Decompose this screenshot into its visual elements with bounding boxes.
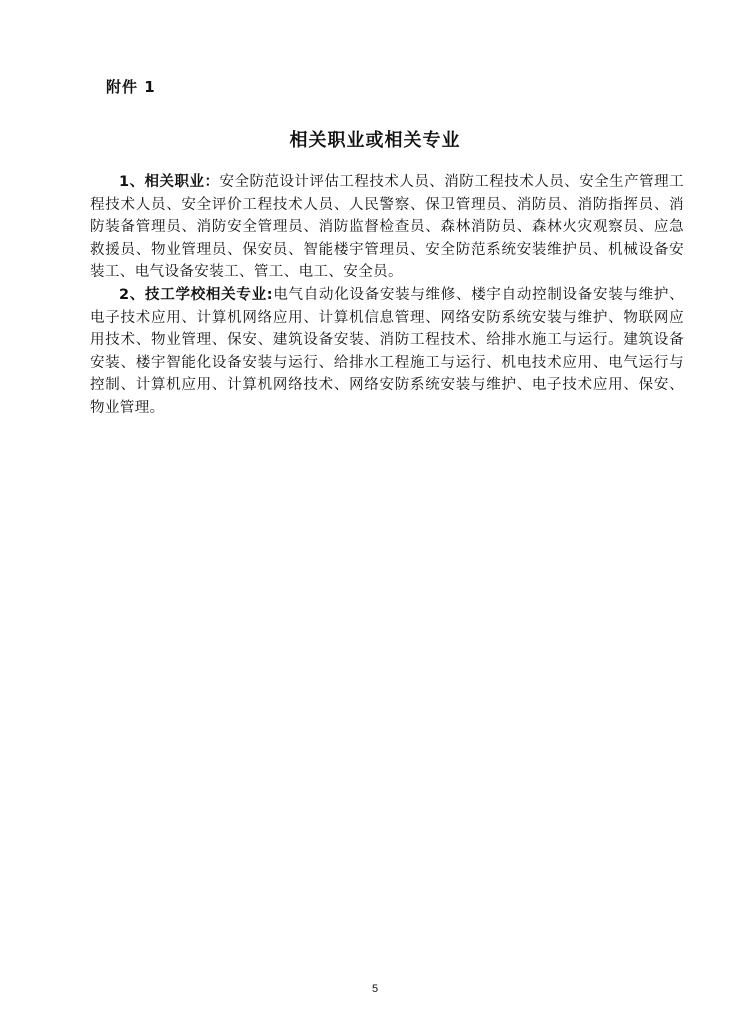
attachment-label: 附件 1	[106, 78, 156, 96]
document-title: 相关职业或相关专业	[289, 130, 461, 151]
paragraph-related-majors	[90, 284, 684, 420]
document-body	[90, 171, 684, 420]
paragraph-text: 安全防范设计评估工程技术人员、消防工程技术人员、安全生产管理工程技术人员、安全评价工程技术人员、人民警察、保卫管理员、消防员、消防指挥员、消防装备管理员、消防安全管理员、消防监督检查员、森林消防员、森林火灾观察员、应急救援员、物业管理员、保安员、智能楼宇管理员、安全防范系统安装维护员、机械设备安装工、电气设备安装工、管工、电工、安全员。	[90, 174, 684, 281]
paragraph-related-occupations	[90, 171, 684, 284]
paragraph-text: 电气自动化设备安装与维修、楼宇自动控制设备安装与维护、电子技术应用、计算机网络应用、计算机信息管理、网络安防系统安装与维护、物联网应用技术、物业管理、保安、建筑设备安装、消防工程技术、给排水施工与运行。建筑设备安装、楼宇智能化设备安装与运行、给排水工程施工与运行、机电技术应用、电气运行与控制、计算机应用、计算机网络技术、网络安防系统安装与维护、电子技术应用、保安、物业管理。	[90, 286, 684, 416]
paragraph-heading: 1、相关职业：	[119, 174, 220, 190]
paragraph-heading: 2、技工学校相关专业:	[119, 286, 274, 303]
page-number: 5	[371, 983, 379, 995]
